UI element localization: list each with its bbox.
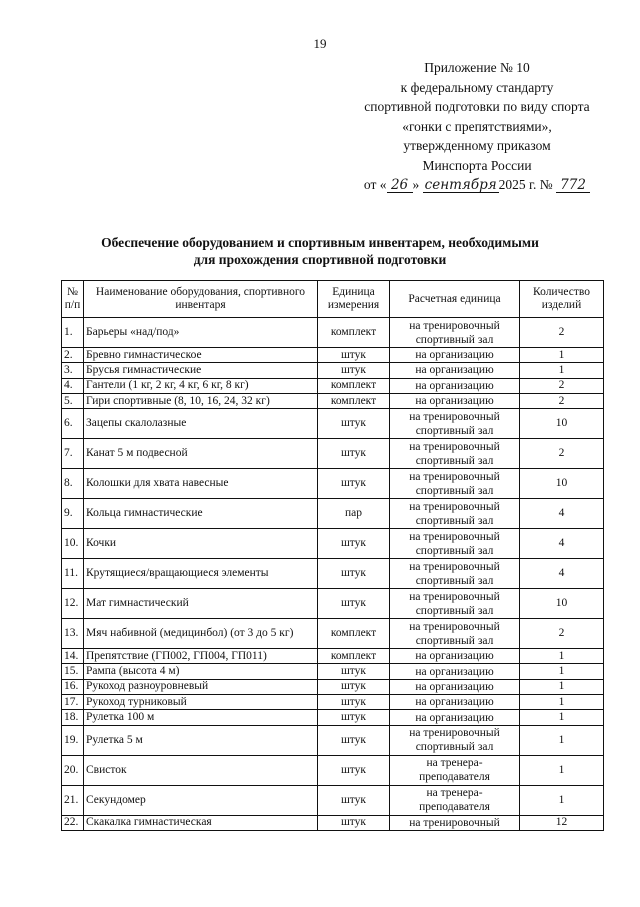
table-row	[62, 679, 604, 694]
item-calc-unit: на тренера-преподавателя	[390, 785, 520, 815]
item-unit: штук	[318, 363, 390, 378]
row-number: 4.	[62, 378, 84, 393]
item-quantity: 1	[520, 785, 604, 815]
date-mid: »	[412, 177, 420, 192]
item-calc-unit: на тренировочный	[390, 815, 520, 830]
date-day-handwritten: 26	[387, 178, 413, 193]
item-name: Кольца гимнастические	[84, 499, 318, 529]
item-unit: штук	[318, 529, 390, 559]
item-calc-unit: на тренировочный спортивный зал	[390, 439, 520, 469]
item-calc-unit: на организацию	[390, 363, 520, 378]
item-name: Мяч набивной (медицинбол) (от 3 до 5 кг)	[84, 619, 318, 649]
item-name: Секундомер	[84, 785, 318, 815]
row-number: 10.	[62, 529, 84, 559]
row-number: 2.	[62, 348, 84, 363]
row-number: 1.	[62, 318, 84, 348]
item-unit: штук	[318, 695, 390, 710]
item-calc-unit: на организацию	[390, 348, 520, 363]
item-quantity: 1	[520, 695, 604, 710]
table-body	[62, 318, 604, 831]
item-calc-unit: на организацию	[390, 378, 520, 393]
item-name: Бревно гимнастическое	[84, 348, 318, 363]
item-quantity: 1	[520, 363, 604, 378]
table-row	[62, 439, 604, 469]
table-header-row	[62, 281, 604, 318]
table-row	[62, 499, 604, 529]
item-calc-unit: на организацию	[390, 695, 520, 710]
row-number: 6.	[62, 409, 84, 439]
item-name: Мат гимнастический	[84, 589, 318, 619]
item-quantity: 1	[520, 679, 604, 694]
table-row	[62, 529, 604, 559]
row-number: 19.	[62, 725, 84, 755]
appendix-line-1: Приложение № 10	[424, 60, 530, 75]
item-calc-unit: на тренировочный спортивный зал	[390, 318, 520, 348]
appendix-header	[352, 58, 602, 195]
table-row	[62, 815, 604, 830]
date-month-handwritten: сентября	[424, 177, 497, 193]
item-name: Скакалка гимнастическая	[84, 815, 318, 830]
item-unit: штук	[318, 755, 390, 785]
item-unit: штук	[318, 710, 390, 725]
item-calc-unit: на организацию	[390, 649, 520, 664]
item-unit: штук	[318, 815, 390, 830]
item-unit: штук	[318, 348, 390, 363]
item-quantity: 2	[520, 439, 604, 469]
item-unit: штук	[318, 785, 390, 815]
item-quantity: 1	[520, 725, 604, 755]
title-line-1: Обеспечение оборудованием и спортивным инвентарем, необходимыми	[101, 235, 539, 250]
item-calc-unit: на тренировочный спортивный зал	[390, 409, 520, 439]
item-name: Колошки для хвата навесные	[84, 469, 318, 499]
date-year: 2025 г. №	[498, 177, 553, 192]
row-number: 21.	[62, 785, 84, 815]
item-name: Зацепы скалолазные	[84, 409, 318, 439]
appendix-line-6: Минспорта России	[422, 157, 532, 173]
row-number: 11.	[62, 559, 84, 589]
item-quantity: 1	[520, 755, 604, 785]
item-unit: комплект	[318, 393, 390, 408]
item-unit: штук	[318, 725, 390, 755]
document-title	[70, 234, 570, 268]
item-quantity: 1	[520, 710, 604, 725]
item-quantity: 10	[520, 409, 604, 439]
item-quantity: 10	[520, 469, 604, 499]
row-number: 17.	[62, 695, 84, 710]
row-number: 14.	[62, 649, 84, 664]
row-number: 12.	[62, 589, 84, 619]
date-prefix: от «	[363, 177, 387, 192]
item-calc-unit: на организацию	[390, 710, 520, 725]
item-calc-unit: на тренировочный спортивный зал	[390, 619, 520, 649]
row-number: 7.	[62, 439, 84, 469]
header-calc: Расчетная единица	[390, 281, 520, 318]
item-calc-unit: на организацию	[390, 393, 520, 408]
appendix-line-3: спортивной подготовки по виду спорта	[364, 99, 590, 114]
item-calc-unit: на тренировочный спортивный зал	[390, 559, 520, 589]
item-name: Свисток	[84, 755, 318, 785]
item-calc-unit: на тренировочный спортивный зал	[390, 529, 520, 559]
item-unit: комплект	[318, 378, 390, 393]
item-quantity: 1	[520, 664, 604, 679]
item-unit: штук	[318, 559, 390, 589]
item-quantity: 1	[520, 348, 604, 363]
table-row	[62, 318, 604, 348]
item-unit: штук	[318, 664, 390, 679]
item-unit: комплект	[318, 619, 390, 649]
item-name: Рулетка 5 м	[84, 725, 318, 755]
table-row	[62, 664, 604, 679]
page-number: 19	[313, 36, 327, 51]
item-calc-unit: на тренера-преподавателя	[390, 755, 520, 785]
item-calc-unit: на тренировочный спортивный зал	[390, 499, 520, 529]
item-unit: пар	[318, 499, 390, 529]
table-row	[62, 725, 604, 755]
appendix-line-4: «гонки с препятствиями»,	[402, 118, 552, 134]
item-name: Барьеры «над/под»	[84, 318, 318, 348]
table-row	[62, 695, 604, 710]
item-quantity: 10	[520, 589, 604, 619]
order-date-line	[352, 175, 602, 195]
row-number: 16.	[62, 679, 84, 694]
row-number: 22.	[62, 815, 84, 830]
appendix-line-2: к федеральному стандарту	[400, 79, 554, 95]
item-unit: комплект	[318, 649, 390, 664]
table-row	[62, 619, 604, 649]
equipment-table	[61, 280, 604, 831]
item-unit: комплект	[318, 318, 390, 348]
item-quantity: 4	[520, 559, 604, 589]
table-row	[62, 755, 604, 785]
item-calc-unit: на тренировочный спортивный зал	[390, 589, 520, 619]
item-unit: штук	[318, 589, 390, 619]
item-quantity: 2	[520, 318, 604, 348]
table-row	[62, 649, 604, 664]
item-quantity: 2	[520, 393, 604, 408]
item-quantity: 4	[520, 529, 604, 559]
table-row	[62, 785, 604, 815]
header-num: № п/п	[62, 281, 84, 318]
table-row	[62, 559, 604, 589]
item-calc-unit: на организацию	[390, 664, 520, 679]
item-quantity: 1	[520, 649, 604, 664]
row-number: 13.	[62, 619, 84, 649]
table-row	[62, 409, 604, 439]
row-number: 3.	[62, 363, 84, 378]
header-name: Наименование оборудования, спортивного инвентаря	[84, 281, 318, 318]
item-name: Гири спортивные (8, 10, 16, 24, 32 кг)	[84, 393, 318, 408]
row-number: 20.	[62, 755, 84, 785]
row-number: 15.	[62, 664, 84, 679]
table-row	[62, 589, 604, 619]
item-unit: штук	[318, 439, 390, 469]
item-name: Рукоход разноуровневый	[84, 679, 318, 694]
header-unit: Единица измерения	[318, 281, 390, 318]
item-name: Крутящиеся/вращающиеся элементы	[84, 559, 318, 589]
item-calc-unit: на организацию	[390, 679, 520, 694]
row-number: 8.	[62, 469, 84, 499]
item-name: Брусья гимнастические	[84, 363, 318, 378]
order-number-handwritten: 772	[556, 178, 590, 193]
item-name: Кочки	[84, 529, 318, 559]
item-name: Препятствие (ГП002, ГП004, ГП011)	[84, 649, 318, 664]
title-line-2: для прохождения спортивной подготовки	[193, 252, 447, 267]
item-calc-unit: на тренировочный спортивный зал	[390, 725, 520, 755]
table-row	[62, 363, 604, 378]
item-name: Рампа (высота 4 м)	[84, 664, 318, 679]
table-row	[62, 469, 604, 499]
item-quantity: 12	[520, 815, 604, 830]
row-number: 9.	[62, 499, 84, 529]
item-name: Рукоход турниковый	[84, 695, 318, 710]
item-name: Рулетка 100 м	[84, 710, 318, 725]
item-quantity: 2	[520, 378, 604, 393]
item-name: Канат 5 м подвесной	[84, 439, 318, 469]
table-row	[62, 348, 604, 363]
item-unit: штук	[318, 469, 390, 499]
header-qty: Количество изделий	[520, 281, 604, 318]
item-unit: штук	[318, 679, 390, 694]
item-quantity: 2	[520, 619, 604, 649]
item-unit: штук	[318, 409, 390, 439]
table-row	[62, 710, 604, 725]
appendix-line-5: утвержденному приказом	[403, 138, 551, 153]
table-row	[62, 378, 604, 393]
item-quantity: 4	[520, 499, 604, 529]
table-row	[62, 393, 604, 408]
row-number: 18.	[62, 710, 84, 725]
item-name: Гантели (1 кг, 2 кг, 4 кг, 6 кг, 8 кг)	[84, 378, 318, 393]
row-number: 5.	[62, 393, 84, 408]
item-calc-unit: на тренировочный спортивный зал	[390, 469, 520, 499]
